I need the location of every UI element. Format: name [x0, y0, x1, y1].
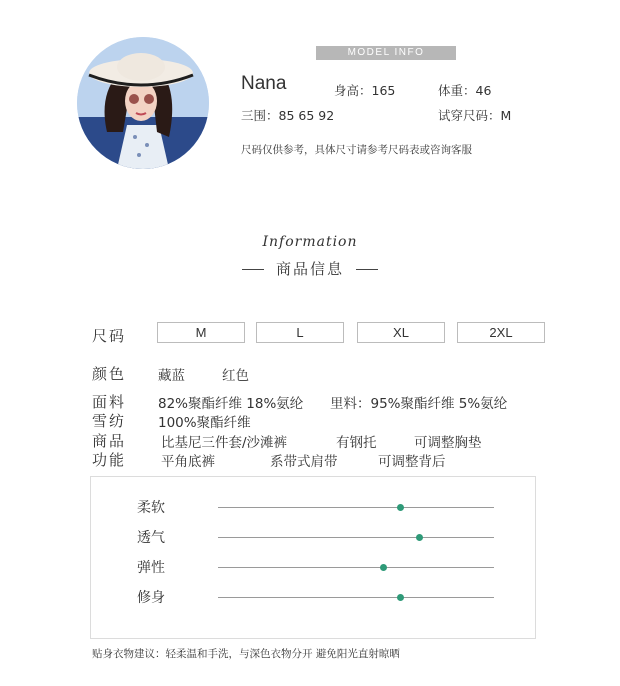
product-item-2: 有钢托	[336, 435, 377, 451]
size-option-l[interactable]: L	[256, 322, 344, 343]
model-name: Nana	[241, 73, 287, 94]
feature-dot-breathable	[416, 534, 423, 541]
fabric-type-label: 雪纺	[92, 412, 127, 430]
feature-label-slim: 修身	[137, 590, 165, 606]
model-size-tried: 试穿尺码：M	[438, 108, 512, 123]
care-instructions: 贴身衣物建议：轻柔温和手洗，与深色衣物分开 避免阳光直射晾晒	[92, 648, 400, 660]
section-heading-title: 商品信息	[275, 260, 344, 278]
feature-label-elastic: 弹性	[137, 560, 165, 576]
feature-label-soft: 柔软	[137, 500, 165, 516]
feature-track-soft	[218, 507, 494, 508]
fabric-line2: 100%聚酯纤维	[158, 415, 251, 431]
model-info-badge: MODEL INFO	[316, 46, 456, 60]
model-measurements: 三围：85 65 92	[241, 108, 335, 123]
size-option-2xl[interactable]: 2XL	[457, 322, 545, 343]
function-item-1: 平角底裤	[161, 454, 215, 470]
size-option-xl[interactable]: XL	[357, 322, 445, 343]
color-option-navy: 藏蓝	[158, 368, 185, 384]
product-item-3: 可调整胸垫	[414, 435, 482, 451]
feature-dot-slim	[397, 594, 404, 601]
color-label: 颜色	[92, 365, 127, 383]
model-photo	[77, 37, 209, 169]
feature-track-breathable	[218, 537, 494, 538]
size-label: 尺码	[92, 327, 127, 345]
feature-track-slim	[218, 597, 494, 598]
feature-label-breathable: 透气	[137, 530, 165, 546]
function-item-3: 可调整背后	[378, 454, 446, 470]
function-label: 功能	[92, 451, 127, 469]
product-label: 商品	[92, 432, 127, 450]
fabric-label: 面料	[92, 393, 127, 411]
function-item-2: 系带式肩带	[270, 454, 338, 470]
feature-track-elastic	[218, 567, 494, 568]
heading-dash-left	[242, 269, 264, 270]
heading-dash-right	[356, 269, 378, 270]
product-item-1: 比基尼三件套/沙滩裤	[161, 435, 288, 451]
feature-dot-soft	[397, 504, 404, 511]
color-option-red: 红色	[222, 368, 249, 384]
model-weight: 体重：46	[438, 83, 492, 98]
section-heading-script: Information	[262, 234, 358, 250]
fabric-main: 82%聚酯纤维 18%氨纶	[158, 396, 304, 412]
section-heading	[0, 258, 620, 279]
model-photo-image	[77, 37, 209, 169]
size-note: 尺码仅供参考，具体尺寸请参考尺码表或咨询客服	[241, 144, 472, 156]
fabric-lining: 里料：95%聚酯纤维 5%氨纶	[330, 396, 508, 412]
size-option-m[interactable]: M	[157, 322, 245, 343]
model-height: 身高：165	[334, 83, 396, 98]
